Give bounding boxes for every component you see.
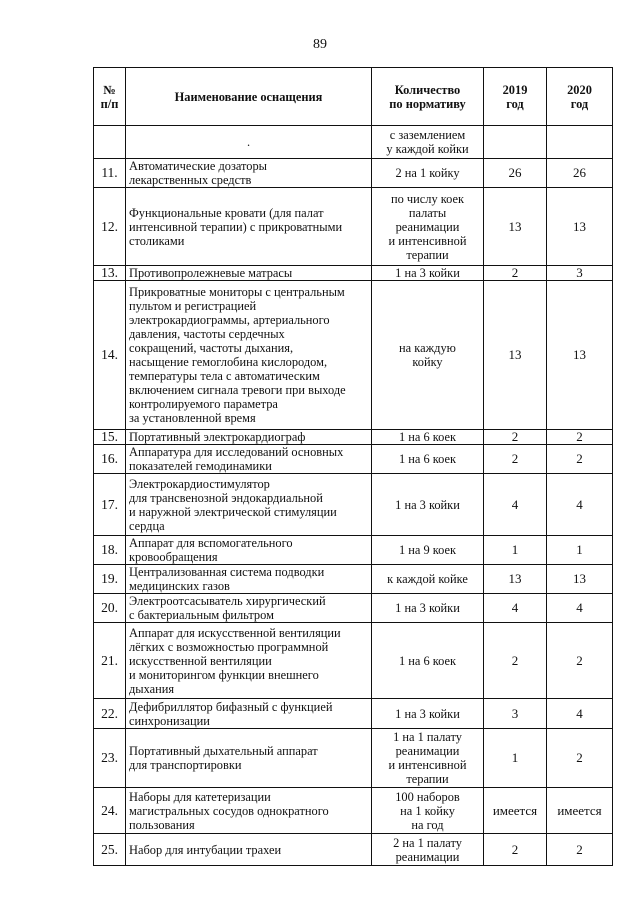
cell-line: 1 на 1 палату: [393, 730, 462, 744]
cell-line: Аппарат для искусственной вентиляции: [129, 625, 341, 640]
cell-line: пультом и регистрацией: [129, 299, 257, 313]
norm-quantity: [372, 159, 484, 188]
cell-line: 1 на 3 койки: [395, 497, 460, 512]
cell-line: лекарственных средств: [129, 173, 252, 187]
header-year-line: 2019: [502, 82, 528, 97]
row-number: 14.: [94, 281, 126, 430]
table-row: [94, 729, 613, 788]
equipment-name: [126, 188, 372, 266]
row-number: 11.: [94, 159, 126, 188]
cell-line: Функциональные кровати (для палат: [129, 205, 324, 220]
cell-line: 1 на 3 койки: [395, 706, 460, 721]
cell-line: пользования: [129, 817, 195, 832]
table-row: [94, 159, 613, 188]
value-2020: 2: [547, 623, 613, 699]
cell-line: реанимации: [395, 219, 460, 234]
row-number: 18.: [94, 536, 126, 565]
value-2020: 13: [547, 565, 613, 594]
cell-line: Дефибриллятор бифазный с функцией: [129, 699, 333, 714]
cell-line: 1 на 6 коек: [398, 430, 457, 444]
cell-line: Аппарат для вспомогательного: [129, 536, 293, 550]
cell-line: Наборы для катетеризации: [129, 789, 271, 804]
value-2019: 1: [484, 729, 547, 788]
equipment-name: [126, 536, 372, 565]
equipment-name: [126, 788, 372, 834]
cell-line: и интенсивной: [388, 233, 467, 248]
cell-line: за установленной время: [129, 411, 256, 425]
value-2020: 2: [547, 445, 613, 474]
cell-line: электрокардиограммы, артериального: [129, 313, 330, 327]
cell-line: Портативный дыхательный аппарат: [129, 744, 318, 758]
row-number: 24.: [94, 788, 126, 834]
value-2020: 13: [547, 188, 613, 266]
table-row: [94, 474, 613, 536]
value-2019: 2: [484, 445, 547, 474]
header-year-2019: [484, 68, 547, 126]
cell-line: и интенсивной: [388, 758, 467, 772]
cell-line: насыщение гемоглобина кислородом,: [129, 355, 328, 369]
cell-line: 1 на 3 койки: [395, 266, 460, 280]
cell-line: к каждой койке: [387, 572, 468, 586]
cell-line: медицинских газов: [129, 579, 230, 593]
cell-line: дыхания: [129, 681, 175, 696]
cell-line: синхронизации: [129, 713, 210, 728]
norm-quantity: [372, 126, 484, 159]
cell-line: искусственной вентиляции: [129, 653, 272, 668]
cell-line: столиками: [129, 233, 185, 248]
value-2019: имеется: [484, 788, 547, 834]
cell-line: койку: [412, 355, 443, 369]
norm-quantity: [372, 594, 484, 623]
cell-line: контролируемого параметра: [129, 397, 278, 411]
norm-quantity: [372, 281, 484, 430]
equipment-name: [126, 623, 372, 699]
row-number: 25.: [94, 834, 126, 866]
header-year-2020: [547, 68, 613, 126]
value-2019: 1: [484, 536, 547, 565]
value-2019: 13: [484, 188, 547, 266]
cell-line: и мониторингом функции внешнего: [129, 667, 319, 682]
table-row: [94, 281, 613, 430]
cell-line: Противопролежневые матрасы: [129, 266, 293, 280]
cell-line: и наружной электрической стимуляции: [129, 504, 337, 519]
value-2020: 2: [547, 430, 613, 445]
table-row: [94, 126, 613, 159]
cell-line: Портативный электрокардиограф: [129, 430, 306, 444]
cell-line: 1 на 6 коек: [398, 452, 457, 466]
norm-quantity: [372, 474, 484, 536]
table-row: [94, 834, 613, 866]
equipment-name: [126, 729, 372, 788]
cell-line: Электроотсасыватель хирургический: [129, 594, 326, 608]
row-number: 21.: [94, 623, 126, 699]
norm-quantity: [372, 430, 484, 445]
table-body: [94, 126, 613, 866]
cell-line: интенсивной терапии) с прикроватными: [129, 219, 343, 234]
cell-line: температуры тела с автоматическим: [129, 369, 320, 383]
cell-line: палаты: [408, 205, 447, 220]
equipment-name: [126, 594, 372, 623]
value-2020: 1: [547, 536, 613, 565]
norm-quantity: [372, 729, 484, 788]
equipment-name: [126, 834, 372, 866]
row-number: 15.: [94, 430, 126, 445]
cell-line: сердца: [129, 518, 165, 533]
equipment-name: [126, 474, 372, 536]
norm-quantity: [372, 266, 484, 281]
header-year-line: год: [506, 96, 524, 111]
cell-line: для трансвенозной эндокардиальной: [129, 490, 323, 505]
value-2019: 13: [484, 281, 547, 430]
value-2020: 4: [547, 474, 613, 536]
value-2020: 3: [547, 266, 613, 281]
equipment-name: [126, 126, 372, 159]
cell-line: давления, частоты сердечных: [129, 327, 285, 341]
table-row: [94, 594, 613, 623]
header-norm-quantity: [372, 68, 484, 126]
equipment-name: [126, 445, 372, 474]
value-2019: 4: [484, 594, 547, 623]
header-number: [94, 68, 126, 126]
value-2019: 2: [484, 623, 547, 699]
value-2020: [547, 126, 613, 159]
cell-line: Централизованная система подводки: [129, 565, 325, 579]
norm-quantity: [372, 834, 484, 866]
norm-quantity: [372, 623, 484, 699]
value-2019: 3: [484, 699, 547, 729]
value-2019: 4: [484, 474, 547, 536]
table-header-row: [94, 68, 613, 126]
header-year-line: год: [570, 96, 589, 111]
equipment-name: [126, 565, 372, 594]
header-year-line: 2020: [567, 82, 592, 97]
value-2020: имеется: [547, 788, 613, 834]
value-2019: 2: [484, 834, 547, 866]
cell-line: для транспортировки: [129, 758, 242, 772]
cell-line: на 1 койку: [400, 803, 455, 818]
table-row: [94, 699, 613, 729]
cell-line: кровообращения: [129, 550, 218, 564]
table-row: [94, 623, 613, 699]
row-number: 20.: [94, 594, 126, 623]
header-norm-line: Количество: [394, 82, 461, 97]
table-row: [94, 188, 613, 266]
row-number: 23.: [94, 729, 126, 788]
row-number: 19.: [94, 565, 126, 594]
value-2020: 4: [547, 699, 613, 729]
cell-line: 100 наборов: [395, 789, 460, 804]
cell-line: 1 на 3 койки: [395, 601, 460, 615]
table-row: [94, 788, 613, 834]
value-2019: 13: [484, 565, 547, 594]
cell-line: на каждую: [399, 341, 456, 355]
header-norm-line: по нормативу: [389, 96, 466, 111]
cell-line: терапии: [406, 772, 449, 786]
cell-line: включением сигнала тревоги при выходе: [129, 383, 346, 397]
cell-line: у каждой койки: [386, 142, 469, 156]
row-number: 22.: [94, 699, 126, 729]
norm-quantity: [372, 699, 484, 729]
value-2020: 13: [547, 281, 613, 430]
cell-line: магистральных сосудов однократного: [129, 803, 329, 818]
equipment-name: [126, 699, 372, 729]
norm-quantity: [372, 565, 484, 594]
norm-quantity: [372, 445, 484, 474]
value-2019: 26: [484, 159, 547, 188]
cell-line: показателей гемодинамики: [129, 459, 272, 473]
cell-line: Аппаратура для исследований основных: [129, 445, 344, 459]
row-number: 12.: [94, 188, 126, 266]
cell-line: Прикроватные мониторы с центральным: [129, 285, 345, 299]
norm-quantity: [372, 188, 484, 266]
cell-line: 1 на 6 коек: [398, 653, 457, 668]
cell-line: 2 на 1 койку: [395, 166, 460, 180]
cell-line: Набор для интубации трахеи: [129, 842, 282, 857]
header-number-line: п/п: [100, 96, 119, 111]
table-row: [94, 445, 613, 474]
cell-line: реанимации: [395, 849, 460, 864]
value-2019: 2: [484, 430, 547, 445]
cell-line: 1 на 9 коек: [398, 543, 457, 557]
header-equipment-name: Наименование оснащения: [126, 68, 372, 126]
value-2019: 2: [484, 266, 547, 281]
row-number: 17.: [94, 474, 126, 536]
table-row: [94, 430, 613, 445]
equipment-name: [126, 159, 372, 188]
cell-line: .: [246, 135, 251, 149]
cell-line: Автоматические дозаторы: [129, 159, 268, 173]
row-number: [94, 126, 126, 159]
norm-quantity: [372, 536, 484, 565]
table-row: [94, 266, 613, 281]
page-number: 89: [313, 37, 327, 52]
value-2020: 2: [547, 834, 613, 866]
cell-line: по числу коек: [390, 191, 465, 206]
value-2020: 26: [547, 159, 613, 188]
cell-line: сокращений, частоты дыхания,: [129, 341, 294, 355]
cell-line: 2 на 1 палату: [393, 835, 462, 850]
row-number: 13.: [94, 266, 126, 281]
cell-line: реанимации: [395, 744, 460, 758]
norm-quantity: [372, 788, 484, 834]
value-2020: 4: [547, 594, 613, 623]
table-row: [94, 536, 613, 565]
cell-line: лёгких с возможностью программной: [129, 639, 329, 654]
equipment-name: [126, 266, 372, 281]
cell-line: с бактериальным фильтром: [129, 608, 274, 622]
equipment-name: [126, 281, 372, 430]
row-number: 16.: [94, 445, 126, 474]
header-number-line: №: [103, 82, 116, 97]
equipment-table: [93, 67, 613, 866]
cell-line: Электрокардиостимулятор: [129, 476, 270, 491]
value-2019: [484, 126, 547, 159]
value-2020: 2: [547, 729, 613, 788]
cell-line: терапии: [406, 247, 449, 262]
cell-line: с заземлением: [389, 128, 466, 142]
table-row: [94, 565, 613, 594]
cell-line: на год: [411, 817, 444, 832]
equipment-name: [126, 430, 372, 445]
